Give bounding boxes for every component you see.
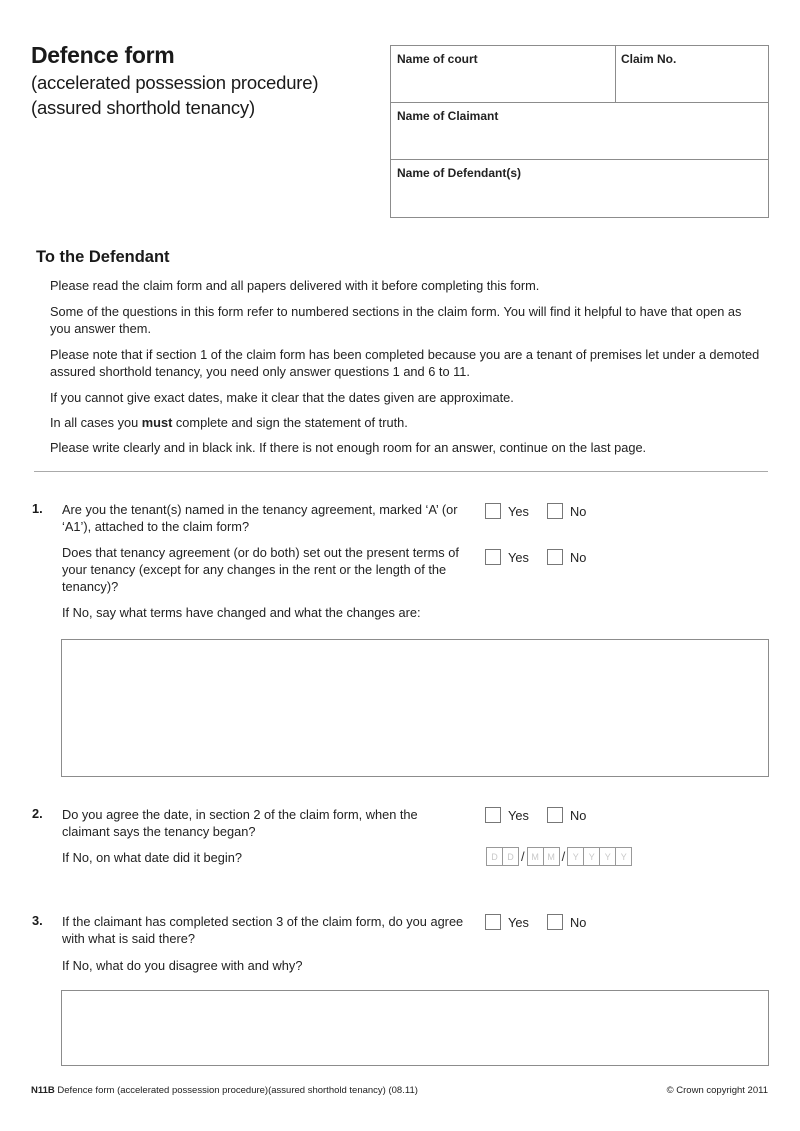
q1b-no-checkbox[interactable] <box>547 549 563 565</box>
intro-paragraph-sections: Some of the questions in this form refer to numbered sections in the claim form. You will find it helpful to have that open as you answer them. <box>50 304 742 336</box>
q2-no-option[interactable]: No <box>547 807 586 823</box>
section-divider <box>34 471 768 472</box>
question-2-followup: If No, on what date did it begin? <box>62 850 242 865</box>
q2-yes-option[interactable]: Yes <box>485 807 529 823</box>
q1-changes-answer-box[interactable] <box>61 639 769 777</box>
question-2-text: Do you agree the date, in section 2 of the claim form, when the claimant says the tenancy began? <box>62 807 418 839</box>
claimant-name-label: Name of Claimant <box>397 109 499 123</box>
date-month-1[interactable]: M <box>527 847 544 866</box>
question-1-text: Are you the tenant(s) named in the tenancy agreement, marked ‘A’ (or ‘A1’), attached to the claim form? <box>62 502 458 534</box>
q1a-no-option[interactable]: No <box>547 503 586 519</box>
q1a-yes-option[interactable]: Yes <box>485 503 529 519</box>
question-2-number: 2. <box>32 806 43 821</box>
question-3-number: 3. <box>32 913 43 928</box>
q1b-no-option[interactable]: No <box>547 549 586 565</box>
defendant-name-label: Name of Defendant(s) <box>397 166 522 180</box>
question-3-text: If the claimant has completed section 3 of the claim form, do you agree with what is said there? <box>62 914 464 946</box>
intro-paragraph-dates: If you cannot give exact dates, make it clear that the dates given are approximate. <box>50 390 514 405</box>
intro-paragraph-read: Please read the claim form and all papers delivered with it before completing this form. <box>50 278 540 293</box>
q2-no-checkbox[interactable] <box>547 807 563 823</box>
date-month-2[interactable]: M <box>543 847 560 866</box>
claim-number-field[interactable] <box>615 45 769 103</box>
q3-yes-option[interactable]: Yes <box>485 914 529 930</box>
date-year-1[interactable]: Y <box>567 847 584 866</box>
date-year-4[interactable]: Y <box>615 847 632 866</box>
date-separator: / <box>561 849 566 864</box>
q1-changes-textarea[interactable] <box>62 640 768 776</box>
date-day-1[interactable]: D <box>486 847 503 866</box>
intro-heading: To the Defendant <box>36 248 170 266</box>
date-separator: / <box>521 849 525 864</box>
q3-disagree-textarea[interactable] <box>62 991 768 1065</box>
form-subtitle-procedure: (accelerated possession procedure) <box>31 72 319 93</box>
date-day-2[interactable]: D <box>502 847 519 866</box>
date-year-3[interactable]: Y <box>599 847 616 866</box>
form-title: Defence form <box>31 42 175 68</box>
q3-disagree-answer-box[interactable] <box>61 990 769 1066</box>
q3-yes-checkbox[interactable] <box>485 914 501 930</box>
q1b-yes-checkbox[interactable] <box>485 549 501 565</box>
question-1-number: 1. <box>32 501 43 516</box>
court-name-field[interactable] <box>390 45 616 103</box>
date-year-2[interactable]: Y <box>583 847 600 866</box>
case-details-box <box>390 45 769 218</box>
q2-yes-checkbox[interactable] <box>485 807 501 823</box>
form-subtitle-tenancy: (assured shorthold tenancy) <box>31 97 255 118</box>
question-1-terms-text: Does that tenancy agreement (or do both) set out the present terms of your tenancy (except for any changes in the rent or the length of the tenancy)? <box>62 545 459 594</box>
question-3-followup: If No, what do you disagree with and why? <box>62 958 303 973</box>
intro-paragraph-statement: In all cases you must complete and sign the statement of truth. <box>50 415 408 430</box>
footer-copyright: © Crown copyright 2011 <box>666 1085 768 1096</box>
intro-paragraph-ink: Please write clearly and in black ink. If there is not enough room for an answer, continue on the last page. <box>50 440 647 455</box>
q1a-yes-checkbox[interactable] <box>485 503 501 519</box>
q3-no-checkbox[interactable] <box>547 914 563 930</box>
q1b-yes-option[interactable]: Yes <box>485 549 529 565</box>
tenancy-start-date-input[interactable] <box>486 847 632 866</box>
q3-no-option[interactable]: No <box>547 914 586 930</box>
question-1-followup: If No, say what terms have changed and what the changes are: <box>62 605 421 620</box>
claimant-name-field[interactable] <box>390 102 769 160</box>
intro-paragraph-demoted: Please note that if section 1 of the claim form has been completed because you are a tenant of premises let under a demoted assured shorthold tenancy, you need only answer questions 1 and 6 to 11. <box>50 347 760 379</box>
court-name-label: Name of court <box>397 52 478 66</box>
footer-form-reference: N11B Defence form (accelerated possession procedure)(assured shorthold tenancy) (08.11) <box>31 1085 418 1096</box>
defendant-name-field[interactable] <box>390 159 769 218</box>
q1a-no-checkbox[interactable] <box>547 503 563 519</box>
claim-number-label: Claim No. <box>621 52 677 66</box>
